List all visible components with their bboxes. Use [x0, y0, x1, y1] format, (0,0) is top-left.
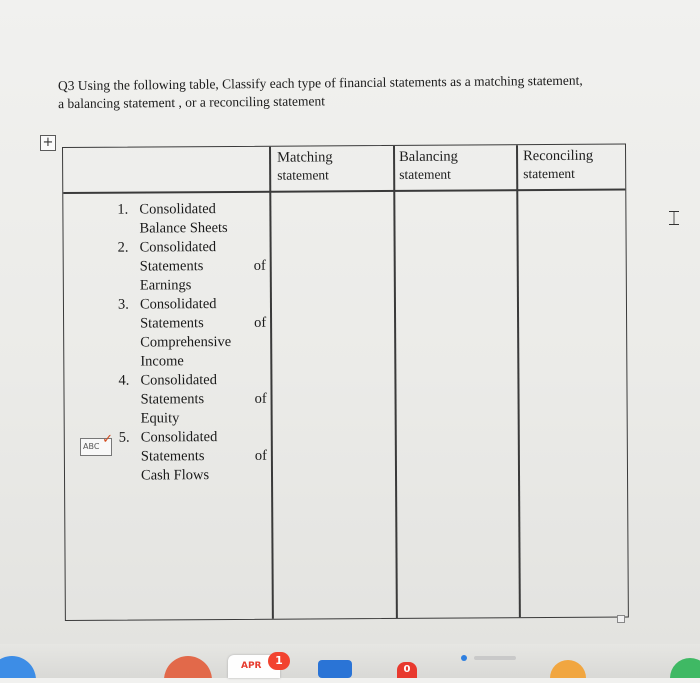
- item-number: 2.: [117, 239, 129, 256]
- item-line: Consolidated: [139, 296, 217, 313]
- item-line-with-of: [119, 447, 279, 467]
- photos-icon[interactable]: [550, 660, 586, 678]
- table-move-icon[interactable]: +: [40, 135, 56, 151]
- header-matching-line2: statement: [277, 167, 329, 183]
- item-line: Equity: [140, 410, 180, 427]
- item-number: 3.: [117, 296, 129, 313]
- header-reconciling: [523, 147, 593, 183]
- item-line-with-of: [118, 314, 278, 334]
- list-item: [117, 200, 277, 239]
- item-of-word: of: [253, 257, 266, 274]
- item-number: 1.: [117, 201, 129, 218]
- finder-icon[interactable]: [0, 656, 36, 678]
- item-of-word: of: [254, 390, 267, 407]
- item-line-with-of: [118, 390, 278, 410]
- item-number: 4.: [118, 372, 130, 389]
- header-balancing: [399, 148, 458, 184]
- list-item: [118, 371, 278, 429]
- dock-icons: [0, 644, 700, 678]
- running-indicator-icon: [461, 655, 467, 661]
- item-line: Comprehensive: [140, 333, 232, 351]
- classification-table: [62, 144, 629, 621]
- item-line: Consolidated: [140, 429, 218, 446]
- column-divider: [393, 146, 397, 618]
- list-item: [118, 238, 278, 296]
- calendar-badge: 1: [268, 652, 290, 670]
- spellcheck-mark-icon: ✓: [102, 432, 113, 447]
- item-line-with-of: [118, 257, 278, 277]
- question-line-2: a balancing statement , or a reconciling statement: [58, 93, 326, 112]
- question-text: [58, 71, 658, 113]
- mail-badge: 0: [397, 662, 417, 678]
- item-line: Statements: [140, 391, 205, 408]
- table-resize-handle[interactable]: [617, 615, 625, 623]
- header-balancing-line1: Balancing: [399, 148, 458, 165]
- item-of-word: of: [254, 314, 267, 331]
- item-line: Earnings: [139, 277, 192, 294]
- item-line: Statements: [140, 448, 205, 465]
- list-item: [118, 295, 278, 372]
- calendar-month: APR: [241, 661, 262, 671]
- dock-bar: [0, 644, 700, 678]
- item-line: Statements: [139, 258, 204, 275]
- header-reconciling-line1: Reconciling: [523, 147, 594, 165]
- header-matching: [277, 148, 333, 184]
- app-icon[interactable]: [318, 660, 352, 678]
- item-line: Consolidated: [139, 239, 217, 256]
- column-divider: [516, 145, 520, 617]
- spellcheck-label: ABC: [83, 442, 100, 451]
- messages-icon[interactable]: [670, 658, 700, 678]
- header-matching-line1: Matching: [277, 149, 333, 166]
- spellcheck-icon[interactable]: [80, 432, 113, 456]
- statement-list: [117, 200, 279, 486]
- app-icon[interactable]: [474, 656, 516, 660]
- item-line: Consolidated: [140, 372, 218, 389]
- item-line: Balance Sheets: [139, 219, 228, 237]
- item-of-word: of: [254, 447, 268, 464]
- text-cursor-icon: ⌶: [668, 206, 680, 230]
- item-line: Income: [140, 353, 184, 370]
- app-icon[interactable]: [164, 656, 212, 678]
- item-line: Cash Flows: [140, 467, 210, 484]
- header-balancing-line2: statement: [399, 166, 451, 182]
- header-divider: [63, 189, 625, 194]
- header-reconciling-line2: statement: [523, 165, 575, 182]
- list-item: [119, 428, 279, 486]
- item-line: Consolidated: [139, 201, 216, 218]
- item-line: Statements: [140, 315, 204, 332]
- question-line-1: Q3 Using the following table, Classify each type of financial statements as a matching statement,: [57, 72, 583, 94]
- item-number: 5.: [118, 429, 130, 446]
